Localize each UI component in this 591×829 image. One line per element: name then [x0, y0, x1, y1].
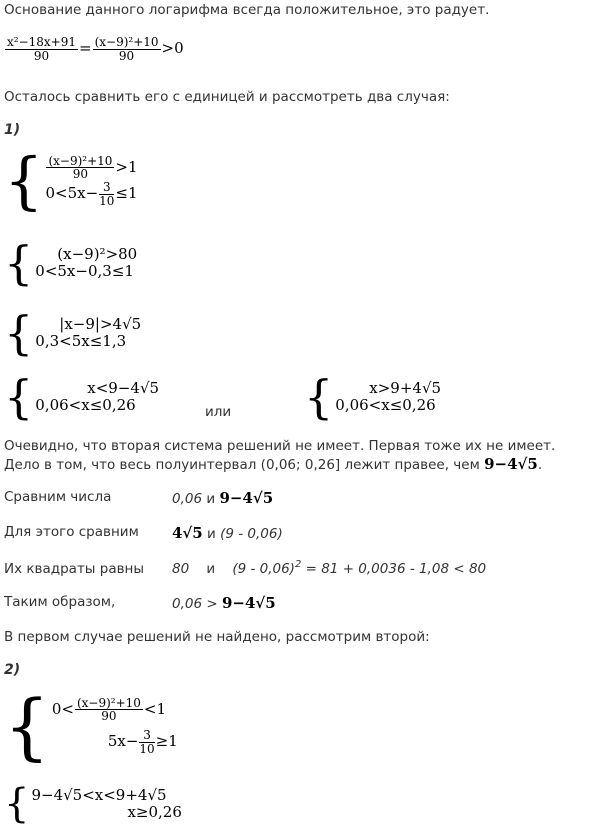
left-brace: {: [4, 370, 34, 424]
system-4a-line-1: x<9−4√5: [87, 378, 160, 397]
system-4b-line-1: x>9+4√5: [369, 378, 442, 397]
system-4a: [4, 370, 160, 424]
compare-label-3: Их квадраты равны: [4, 561, 145, 577]
system-6: [4, 781, 182, 827]
remain-text: Осталось сравнить его с единицей и рассмотреть два случая:: [4, 89, 450, 105]
system-5-line-2: 5x− $\frac{3}{10}$ ≥1: [107, 728, 178, 756]
compare-value-1: 0,06 и 9−4√5: [172, 489, 274, 507]
intro-text: Основание данного логарифма всегда положительное, это радует.: [4, 2, 490, 18]
system-1: [4, 144, 138, 217]
case-1-label: 1): [4, 122, 21, 138]
compare-label-1: Сравним числа: [4, 489, 112, 505]
case-2-label: 2): [4, 662, 21, 678]
compare-value-3: 80 и (9 - 0,06)$^2$ = 81 + 0,0036 - 1,08 < 80: [172, 559, 487, 577]
system-6-line-2: x≥0,26: [127, 803, 182, 821]
system-4a-line-2: 0,06<x≤0,26: [35, 396, 136, 414]
compare-label-2: Для этого сравним: [4, 524, 139, 540]
obvious-line-1: Очевидно, что вторая система решений не имеет. Первая тоже их не имеет.: [4, 438, 556, 454]
system-1-line-1: $\frac{\text{(x−9)²+10}}{90}$ >1: [48, 153, 138, 182]
system-6-line-1: 9−4√5<x<9+4√5: [31, 785, 167, 804]
system-4b-line-2: 0,06<x≤0,26: [335, 396, 436, 414]
first-case-text: В первом случае решений не найдено, рассмотрим второй:: [4, 629, 430, 645]
fraction-rhs: $\frac{\text{(x−9)²+10}}{90}$: [94, 35, 159, 63]
fraction-lhs: $\frac{\text{x²−18x+91}}{90}$: [7, 35, 76, 63]
left-brace: {: [4, 144, 44, 217]
left-brace: {: [4, 306, 34, 360]
left-brace: {: [304, 370, 334, 424]
obvious-line-2: Дело в том, что весь полуинтервал (0,06; 0,26] лежит правее, чем 9−4√5.: [4, 455, 543, 473]
system-1-line-2: 0<5x− $\frac{3}{10}$ ≤1: [45, 180, 138, 208]
system-2-line-2: 0<5x−0,3≤1: [35, 262, 134, 280]
system-3: [4, 306, 142, 360]
compare-value-2: 4√5 и (9 - 0,06): [172, 524, 283, 542]
system-4b: [304, 370, 442, 424]
system-2: [4, 236, 138, 290]
system-5: [4, 684, 178, 768]
compare-value-4: 0,06 > 9−4√5: [172, 594, 276, 612]
system-5-line-1: 0< $\frac{\text{(x−9)²+10}}{90}$ <1: [51, 695, 167, 724]
system-3-line-1: |x−9|>4√5: [59, 314, 142, 333]
system-2-line-1: (x−9)²>80: [57, 244, 138, 263]
system-3-line-2: 0,3<5x≤1,3: [35, 332, 127, 350]
left-brace: {: [4, 781, 30, 827]
left-brace: {: [4, 236, 34, 290]
equation-positive-base: $\frac{\text{x²−18x+91}}{90}$ = $\frac{\text{(x−9)²+10}}{90}$ >0: [7, 35, 184, 63]
left-brace: {: [4, 684, 50, 768]
or-word: или: [205, 404, 232, 420]
compare-label-4: Таким образом,: [4, 594, 116, 610]
